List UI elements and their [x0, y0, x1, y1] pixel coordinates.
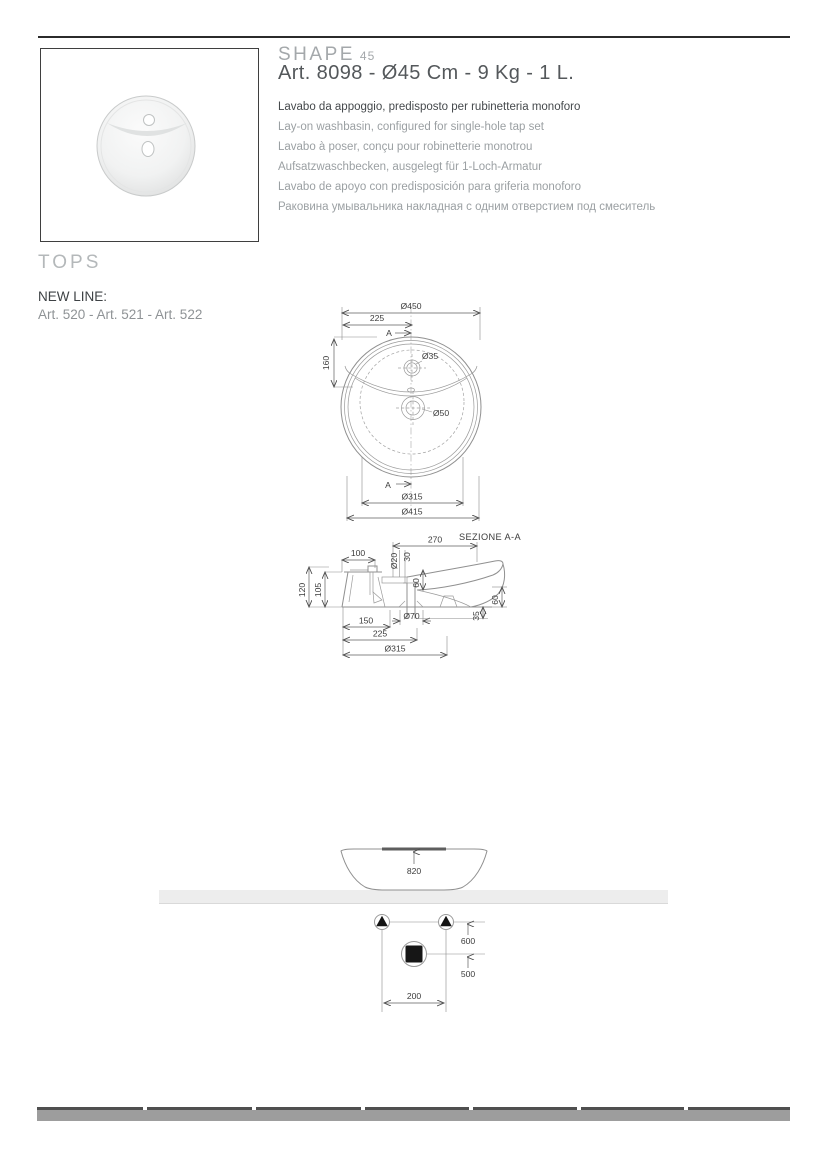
footer-bar	[37, 1110, 790, 1121]
svg-text:150: 150	[358, 615, 374, 626]
dim-600	[461, 924, 476, 946]
dim-20-30-60	[389, 550, 423, 590]
svg-text:Ø315: Ø315	[401, 491, 423, 502]
description-list	[278, 97, 655, 217]
series-number: 45	[359, 49, 376, 63]
svg-text:60: 60	[411, 578, 421, 588]
drawing-section-aa	[295, 528, 530, 663]
dim-150-225-315	[343, 607, 447, 655]
drawing-installation	[150, 840, 680, 1015]
svg-text:120: 120	[297, 582, 307, 598]
dim-d225	[343, 313, 412, 325]
svg-text:60: 60	[490, 595, 500, 605]
product-photo-frame	[40, 48, 259, 242]
description-en: Lay-on washbasin, configured for single-hole tap set	[278, 121, 544, 133]
svg-text:500: 500	[460, 969, 476, 979]
section-mark-a-bottom	[385, 480, 411, 490]
svg-text:A: A	[386, 328, 392, 338]
dim-d160	[321, 337, 377, 387]
svg-text:30: 30	[402, 552, 412, 562]
svg-text:105: 105	[313, 582, 323, 598]
svg-text:A: A	[385, 480, 391, 490]
section-mark-a-top	[386, 328, 411, 338]
product-photo-washbasin	[41, 49, 258, 241]
series-name: SHAPE	[278, 44, 355, 65]
svg-text:600: 600	[460, 936, 476, 946]
description-it: Lavabo da appoggio, predisposto per rubinetteria monoforo	[278, 101, 581, 113]
drain-hole	[142, 142, 154, 157]
svg-text:270: 270	[427, 534, 443, 545]
new-line-articles: Art. 520 - Art. 521 - Art. 522	[38, 307, 203, 322]
section-title: SEZIONE A-A	[458, 532, 522, 542]
dim-120-105	[297, 567, 342, 607]
svg-text:Ø315: Ø315	[384, 643, 406, 654]
svg-text:Ø450: Ø450	[400, 301, 422, 311]
dim-right-60-35	[417, 587, 507, 621]
svg-text:Ø70: Ø70	[403, 611, 420, 621]
description-de: Aufsatzwaschbecken, ausgelegt für 1-Loch-Armatur	[278, 161, 542, 173]
svg-text:225: 225	[372, 628, 388, 639]
fixing-point-left	[375, 915, 390, 930]
leader-d50	[422, 409, 432, 412]
drain-point	[402, 942, 427, 967]
dim-820	[407, 852, 422, 876]
svg-text:Ø415: Ø415	[401, 506, 423, 517]
label-d50: Ø50	[432, 408, 450, 418]
new-line-label: NEW LINE:	[38, 289, 108, 304]
dim-100	[342, 548, 375, 572]
description-es: Lavabo de apoyo con predisposición para griferia monoforo	[278, 181, 582, 193]
svg-text:820: 820	[406, 866, 422, 876]
svg-text:225: 225	[369, 313, 385, 323]
tap-hole	[144, 115, 155, 126]
dim-d70	[392, 610, 431, 625]
fixing-point-right	[439, 915, 454, 930]
drawing-top-view	[295, 290, 495, 525]
svg-text:200: 200	[406, 991, 422, 1001]
dim-500	[461, 957, 476, 979]
article-line: Art. 8098 - Ø45 Cm - 9 Kg - 1 L.	[278, 62, 575, 84]
svg-text:160: 160	[321, 355, 331, 371]
dim-200	[384, 991, 444, 1003]
top-rule	[38, 36, 790, 38]
section-heading: TOPS	[38, 252, 102, 273]
description-fr: Lavabo à poser, conçu pour robinetterie monotrou	[278, 141, 533, 153]
svg-text:Ø20: Ø20	[389, 552, 399, 570]
countertop-band	[159, 890, 668, 904]
label-d35: Ø35	[421, 351, 439, 361]
svg-text:100: 100	[350, 548, 366, 558]
svg-text:35: 35	[471, 611, 481, 621]
description-ru: Раковина умывальника накладная с одним отверстием под смеситель	[278, 201, 656, 213]
